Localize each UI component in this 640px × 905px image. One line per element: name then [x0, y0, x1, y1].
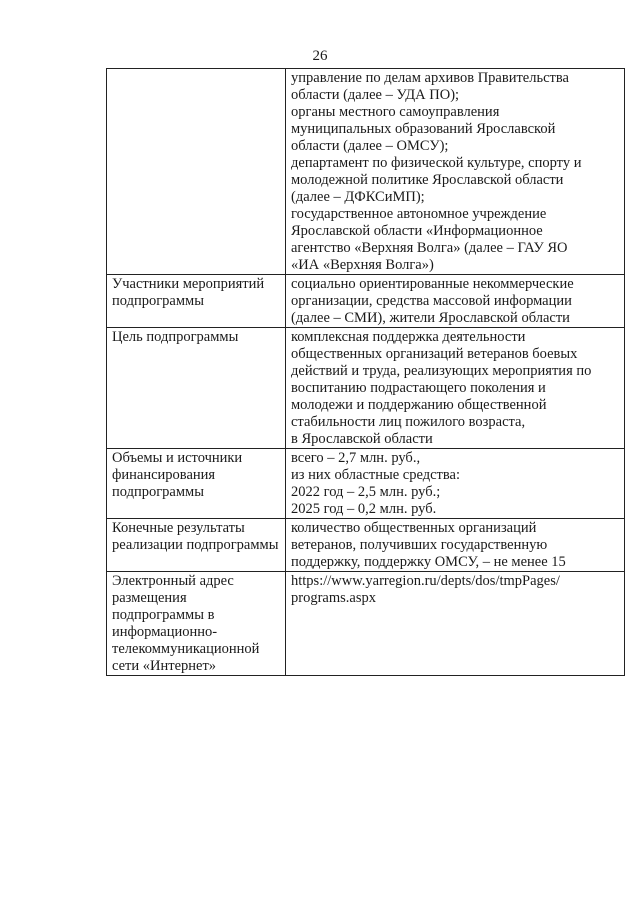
text-line: департамент по физической культуре, спорту и	[291, 155, 582, 171]
text-line: молодежи и поддержанию общественной	[291, 397, 547, 413]
text-line: сети «Интернет»	[112, 658, 217, 674]
text-line: 2022 год – 2,5 млн. руб.;	[291, 484, 441, 500]
text-line: Конечные результаты	[112, 520, 245, 536]
text-line: (далее – ДФКСиМП);	[291, 189, 425, 205]
text-line: телекоммуникационной	[112, 641, 260, 657]
web-address-link[interactable]: programs.aspx	[291, 590, 376, 606]
row-value-web-address	[286, 572, 625, 676]
page-number: 26	[312, 48, 328, 64]
row-value-results	[286, 519, 625, 572]
row-label-funding	[107, 449, 286, 519]
text-line: муниципальных образований Ярославской	[291, 121, 556, 137]
text-line: организации, средства массовой информации	[291, 293, 572, 309]
text-line: области (далее – УДА ПО);	[291, 87, 460, 103]
text-line: количество общественных организаций	[291, 520, 537, 536]
text-line: ветеранов, получивших государственную	[291, 537, 548, 553]
row-value-executors	[286, 69, 625, 275]
row-value-goal	[286, 328, 625, 449]
text-line: в Ярославской области	[291, 431, 433, 447]
row-value-participants	[286, 275, 625, 328]
text-line: молодежной политике Ярославской области	[291, 172, 564, 188]
text-line: 2025 год – 0,2 млн. руб.	[291, 501, 437, 517]
text-line: размещения	[112, 590, 187, 606]
text-line: Электронный адрес	[112, 573, 234, 589]
text-line: «ИА «Верхняя Волга»)	[291, 257, 434, 273]
row-value-funding	[286, 449, 625, 519]
row-label-results	[107, 519, 286, 572]
text-line: агентство «Верхняя Волга» (далее – ГАУ ЯО	[291, 240, 568, 256]
text-line: подпрограммы в	[112, 607, 215, 623]
row-label-participants	[107, 275, 286, 328]
text-line: поддержку, поддержку ОМСУ, – не менее 15	[291, 554, 566, 570]
text-line: управление по делам архивов Правительства	[291, 70, 569, 86]
text-line: Объемы и источники	[112, 450, 243, 466]
row-label-web-address	[107, 572, 286, 676]
text-line: органы местного самоуправления	[291, 104, 500, 120]
text-line: финансирования	[112, 467, 216, 483]
text-line: действий и труда, реализующих мероприятия по	[291, 363, 592, 379]
table-row	[107, 519, 625, 572]
table-row	[107, 69, 625, 275]
text-line: всего – 2,7 млн. руб.,	[291, 450, 421, 466]
text-line: Ярославской области «Информационное	[291, 223, 543, 239]
row-label-goal	[107, 328, 286, 449]
web-address-link[interactable]: https://www.yarregion.ru/depts/dos/tmpPages/	[291, 573, 560, 589]
text-line: стабильности лиц пожилого возраста,	[291, 414, 526, 430]
table-row	[107, 275, 625, 328]
text-line: из них областные средства:	[291, 467, 460, 483]
text-line: Участники мероприятий	[112, 276, 265, 292]
text-line: области (далее – ОМСУ);	[291, 138, 449, 154]
text-line: реализации подпрограммы	[112, 537, 279, 553]
text-line: подпрограммы	[112, 484, 204, 500]
text-line: комплексная поддержка деятельности	[291, 329, 526, 345]
text-line: воспитанию подрастающего поколения и	[291, 380, 546, 396]
table-row	[107, 572, 625, 676]
table-row	[107, 449, 625, 519]
table-row	[107, 328, 625, 449]
text-line: социально ориентированные некоммерческие	[291, 276, 574, 292]
passport-table	[106, 68, 625, 676]
row-label-empty	[107, 69, 286, 275]
text-line: подпрограммы	[112, 293, 204, 309]
text-line: общественных организаций ветеранов боевых	[291, 346, 578, 362]
text-line: информационно-	[112, 624, 218, 640]
text-line: Цель подпрограммы	[112, 329, 239, 345]
text-line: государственное автономное учреждение	[291, 206, 547, 222]
text-line: (далее – СМИ), жители Ярославской области	[291, 310, 570, 326]
